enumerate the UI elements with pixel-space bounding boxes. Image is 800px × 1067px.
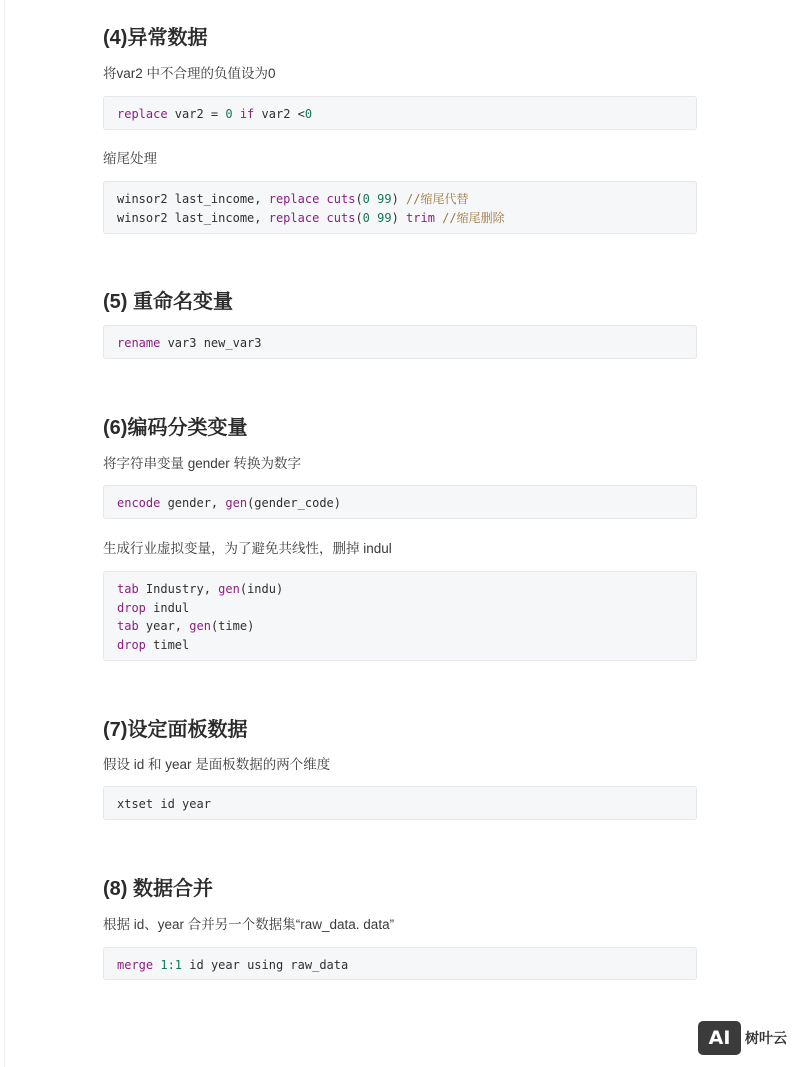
paragraph-negative-to-zero: 将var2 中不合理的负值设为0	[103, 66, 276, 81]
code-text: gender,	[160, 496, 226, 510]
paragraph-string-to-number: 将字符串变量 gender 转换为数字	[103, 456, 302, 471]
watermark-logo-icon	[698, 1021, 741, 1055]
section-heading-panel: (7)设定面板数据	[103, 719, 248, 741]
code-text: (gender_code)	[247, 496, 341, 510]
code-comment: //缩尾删除	[442, 210, 505, 225]
code-text: (time)	[210, 619, 255, 633]
code-block-tab-drop[interactable]	[103, 571, 697, 661]
code-text: (indu)	[239, 582, 284, 596]
code-text: winsor2 last_income,	[117, 192, 269, 206]
code-keyword: trim	[406, 210, 435, 225]
code-block-winsor[interactable]	[103, 181, 697, 234]
paragraph-winsorize: 缩尾处理	[103, 151, 157, 166]
code-keyword: tab	[117, 582, 139, 596]
code-keyword: replace	[117, 107, 168, 121]
code-number: 0 99	[362, 210, 392, 225]
code-text	[319, 192, 326, 206]
code-number: 0	[225, 107, 233, 121]
code-keyword: merge	[117, 958, 154, 972]
section-heading-encode: (6)编码分类变量	[103, 417, 248, 439]
code-keyword: if	[232, 107, 255, 121]
code-text: )	[391, 192, 407, 206]
code-block-xtset[interactable]	[103, 786, 697, 820]
code-text: (	[355, 210, 363, 225]
code-number: 0 99	[362, 192, 392, 206]
code-keyword: gen	[218, 582, 240, 596]
code-keyword: drop	[117, 600, 146, 615]
watermark	[698, 1021, 787, 1055]
watermark-logo-text: AI	[708, 1027, 731, 1049]
code-block-merge[interactable]	[103, 947, 697, 980]
code-text: xtset id year	[117, 797, 211, 811]
code-text: Industry,	[138, 582, 219, 596]
watermark-text: 树叶云	[745, 1030, 787, 1046]
code-keyword: encode	[117, 496, 161, 510]
paragraph-panel-dims: 假设 id 和 year 是面板数据的两个维度	[103, 757, 331, 772]
code-keyword: cuts	[326, 210, 356, 225]
code-keyword: gen	[189, 619, 211, 633]
code-text	[319, 211, 326, 225]
code-block-encode[interactable]	[103, 485, 697, 519]
code-comment: //缩尾代替	[406, 192, 469, 206]
code-text: var2 <	[254, 107, 305, 121]
code-keyword: gen	[225, 496, 248, 510]
code-text: var3 new_var3	[160, 336, 262, 350]
code-number: 0	[304, 107, 313, 121]
code-number: 1:1	[160, 958, 183, 972]
code-text: timel	[145, 637, 190, 652]
section-heading-outliers: (4)异常数据	[103, 27, 208, 49]
code-keyword: cuts	[326, 192, 356, 206]
code-keyword: drop	[117, 637, 146, 652]
code-text: )	[391, 210, 407, 225]
code-block-replace[interactable]	[103, 96, 697, 130]
section-heading-merge: (8) 数据合并	[103, 878, 213, 900]
code-text: (	[355, 192, 363, 206]
code-keyword: tab	[117, 619, 139, 633]
code-keyword: replace	[268, 192, 320, 206]
code-text: winsor2 last_income,	[117, 210, 269, 225]
code-keyword: rename	[117, 336, 161, 350]
code-text: var2 =	[167, 107, 226, 121]
code-text: id year using raw_data	[182, 958, 349, 972]
paragraph-industry-dummies: 生成行业虚拟变量，为了避免共线性，删掉 indul	[103, 541, 392, 556]
section-heading-rename: (5) 重命名变量	[103, 291, 233, 313]
code-text: indul	[145, 600, 190, 615]
code-text: year,	[138, 619, 190, 633]
code-block-rename[interactable]	[103, 325, 697, 359]
paragraph-merge-desc: 根据 id、year 合并另一个数据集“raw_data. data”	[103, 917, 395, 932]
code-keyword: replace	[268, 210, 320, 225]
